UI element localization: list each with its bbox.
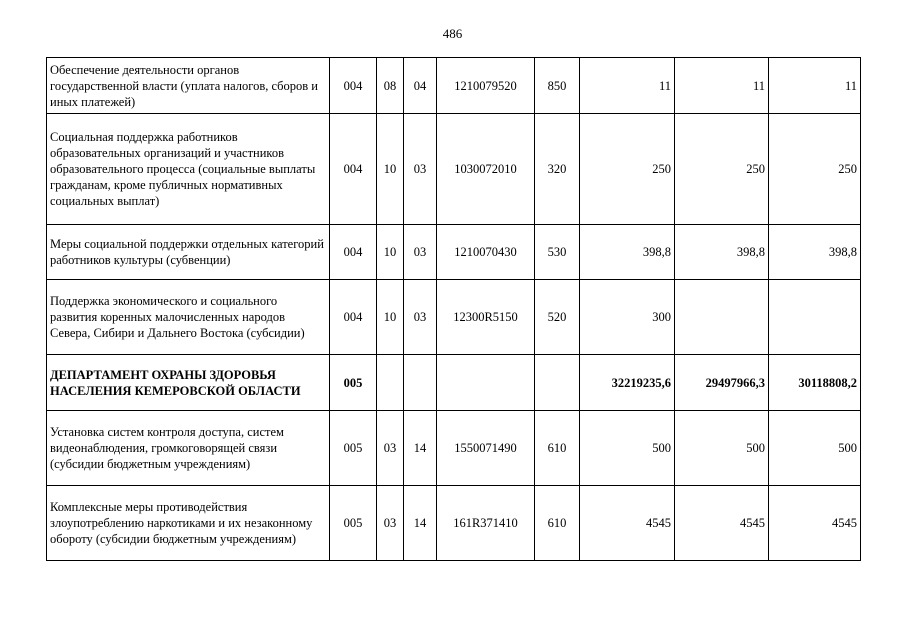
amount-year-3: 11 — [769, 58, 861, 114]
target-article-code: 12300R5150 — [437, 280, 535, 355]
row-name: ДЕПАРТАМЕНТ ОХРАНЫ ЗДОРОВЬЯ НАСЕЛЕНИЯ КЕМЕРОВСКОЙ ОБЛАСТИ — [47, 355, 330, 411]
table-row — [47, 114, 861, 225]
row-name: Меры социальной поддержки отдельных категорий работников культуры (субвенции) — [47, 225, 330, 280]
amount-year-3: 398,8 — [769, 225, 861, 280]
subsection-code: 14 — [404, 486, 437, 561]
ministry-code: 004 — [330, 225, 377, 280]
target-article-code: 1550071490 — [437, 411, 535, 486]
section-code: 10 — [377, 114, 404, 225]
expense-type-code — [535, 355, 580, 411]
target-article-code: 1210070430 — [437, 225, 535, 280]
ministry-code: 005 — [330, 411, 377, 486]
subsection-code: 03 — [404, 114, 437, 225]
row-name: Установка систем контроля доступа, систем видеонаблюдения, громкоговорящей связи (субсидии бюджетным учреждениям) — [47, 411, 330, 486]
amount-year-1: 11 — [580, 58, 675, 114]
page-number: 486 — [442, 26, 463, 41]
ministry-code: 004 — [330, 280, 377, 355]
amount-year-2: 11 — [675, 58, 769, 114]
amount-year-3: 30118808,2 — [769, 355, 861, 411]
expense-type-code: 610 — [535, 411, 580, 486]
amount-year-3: 500 — [769, 411, 861, 486]
subsection-code: 14 — [404, 411, 437, 486]
row-name: Комплексные меры противодействия злоупотреблению наркотиками и их незаконному обороту (субсидии бюджетным учреждениям) — [47, 486, 330, 561]
subsection-code: 04 — [404, 58, 437, 114]
expense-type-code: 320 — [535, 114, 580, 225]
subsection-code: 03 — [404, 280, 437, 355]
amount-year-1: 32219235,6 — [580, 355, 675, 411]
amount-year-3 — [769, 280, 861, 355]
amount-year-1: 300 — [580, 280, 675, 355]
subsection-code — [404, 355, 437, 411]
row-name: Поддержка экономического и социального развития коренных малочисленных народов Севера, Сибири и Дальнего Востока (субсидии) — [47, 280, 330, 355]
amount-year-2: 500 — [675, 411, 769, 486]
ministry-code: 004 — [330, 58, 377, 114]
ministry-code: 004 — [330, 114, 377, 225]
target-article-code: 1030072010 — [437, 114, 535, 225]
amount-year-2: 398,8 — [675, 225, 769, 280]
section-code: 10 — [377, 280, 404, 355]
expense-type-code: 530 — [535, 225, 580, 280]
amount-year-1: 250 — [580, 114, 675, 225]
target-article-code: 161R371410 — [437, 486, 535, 561]
target-article-code — [437, 355, 535, 411]
amount-year-1: 398,8 — [580, 225, 675, 280]
budget-table — [46, 57, 861, 561]
table-row — [47, 280, 861, 355]
subsection-code: 03 — [404, 225, 437, 280]
target-article-code: 1210079520 — [437, 58, 535, 114]
section-code: 10 — [377, 225, 404, 280]
amount-year-3: 4545 — [769, 486, 861, 561]
ministry-code: 005 — [330, 486, 377, 561]
row-name: Социальная поддержка работников образовательных организаций и участников образовательного процесса (социальные выплаты гражданам, кроме публичных нормативных социальных выплат) — [47, 114, 330, 225]
table-row — [47, 411, 861, 486]
amount-year-2: 29497966,3 — [675, 355, 769, 411]
section-code — [377, 355, 404, 411]
table-row — [47, 355, 861, 411]
amount-year-2: 4545 — [675, 486, 769, 561]
row-name: Обеспечение деятельности органов государственной власти (уплата налогов, сборов и иных платежей) — [47, 58, 330, 114]
expense-type-code: 520 — [535, 280, 580, 355]
section-code: 08 — [377, 58, 404, 114]
expense-type-code: 850 — [535, 58, 580, 114]
amount-year-1: 500 — [580, 411, 675, 486]
table-row — [47, 58, 861, 114]
amount-year-1: 4545 — [580, 486, 675, 561]
expense-type-code: 610 — [535, 486, 580, 561]
amount-year-3: 250 — [769, 114, 861, 225]
section-code: 03 — [377, 411, 404, 486]
table-row — [47, 486, 861, 561]
ministry-code: 005 — [330, 355, 377, 411]
section-code: 03 — [377, 486, 404, 561]
table-row — [47, 225, 861, 280]
amount-year-2: 250 — [675, 114, 769, 225]
amount-year-2 — [675, 280, 769, 355]
